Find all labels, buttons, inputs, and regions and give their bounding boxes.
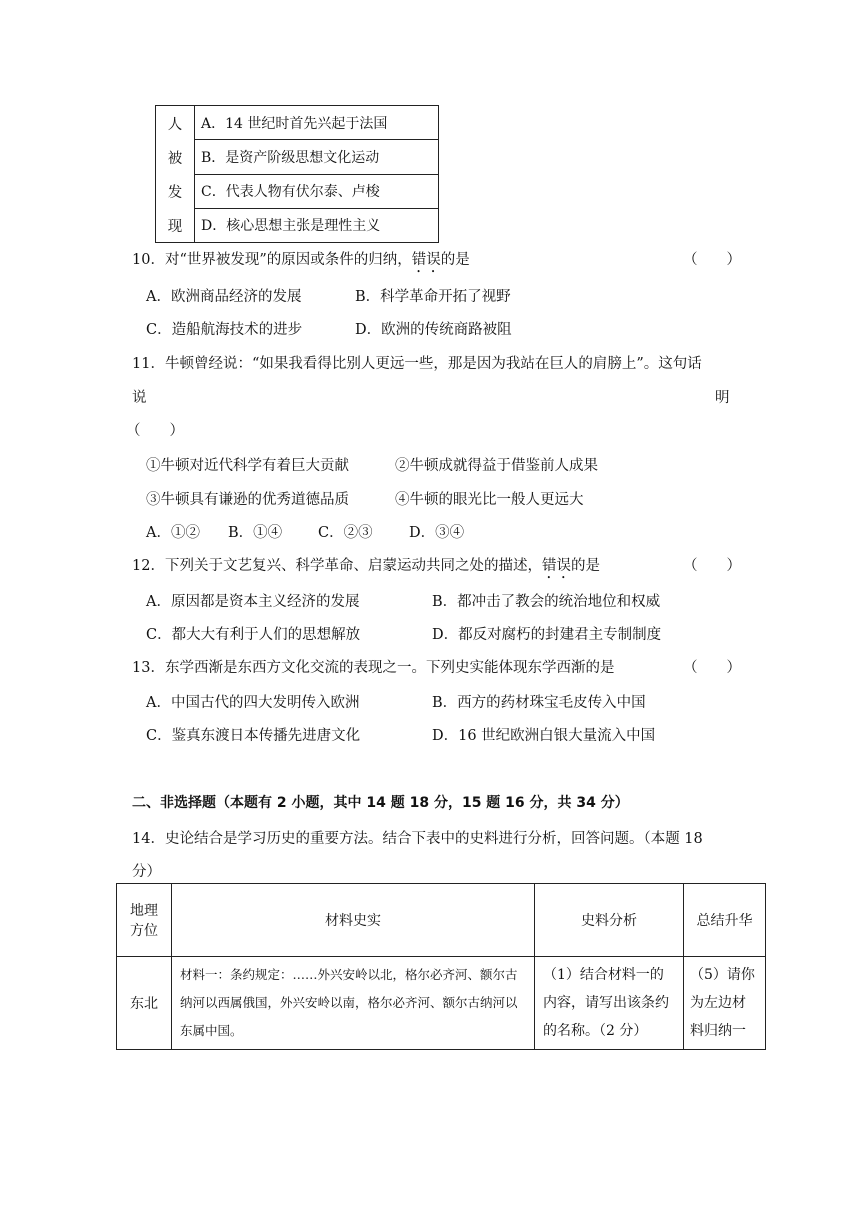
option-cell: C．代表人物有伏尔泰、卢梭 [195,174,439,208]
option-a: A．中国古代的四大发明传入欧洲 [146,695,360,711]
statement-1: ①牛顿对近代科学有着巨大贡献 [146,458,349,474]
option-c: C．都大大有利于人们的思想解放 [146,627,361,643]
q14-stem-cont: 分） [132,864,161,880]
option-a: A．①② [146,525,200,541]
side-char: 人 [167,116,183,133]
header-material: 材料史实 [172,884,535,957]
side-label-cell [156,106,195,243]
q11-stem: 11．牛顿曾经说：“如果我看得比别人更远一些，那是因为我站在巨人的肩膀上”。这句话 [132,356,702,372]
emphasis-text: 错误 [541,558,571,574]
option-cell: A．14 世纪时首先兴起于法国 [195,106,439,140]
option-a: A．欧洲商品经济的发展 [146,289,302,305]
statement-4: ④牛顿的眼光比一般人更远大 [395,492,584,508]
analysis-cell: （1）结合材料一的内容，请写出该条约的名称。（2 分） [535,957,684,1050]
option-cell: B．是资产阶级思想文化运动 [195,140,439,174]
option-b: B．①④ [228,525,283,541]
section-title: 二、非选择题（本题有 2 小题，其中 14 题 18 分，15 题 16 分，共 34 分） [132,795,629,811]
option-b: B．西方的药材珠宝毛皮传入中国 [432,695,646,711]
material-cell: 材料一：条约规定：……外兴安岭以北，格尔必齐河、额尔古纳河以西属俄国，外兴安岭以南，格尔必齐河、额尔古纳河以东属中国。 [172,957,535,1050]
statement-3: ③牛顿具有谦逊的优秀道德品质 [146,492,349,508]
option-b: B．都冲击了教会的统治地位和权威 [432,594,661,610]
option-d: D．16 世纪欧洲白银大量流入中国 [432,728,656,744]
answer-paren: （ ） [683,660,741,676]
option-d: D．③④ [409,525,465,541]
option-c: C．鉴真东渡日本传播先进唐文化 [146,728,361,744]
top-option-table [155,105,439,243]
option-b: B．科学革命开拓了视野 [355,289,511,305]
header-geo: 地理 方位 [117,884,172,957]
option-a: A．原因都是资本主义经济的发展 [146,594,360,610]
q13-stem: 13．东学西渐是东西方文化交流的表现之一。下列史实能体现东学西渐的是 [132,660,615,676]
header-summary: 总结升华 [684,884,766,957]
q12-stem: 12．下列关于文艺复兴、科学革命、启蒙运动共同之处的描述，错误的是 [132,558,600,574]
answer-paren: （ ） [683,558,741,574]
emphasis-text: 错误 [411,252,441,268]
side-char: 被 [167,150,183,167]
statement-2: ②牛顿成就得益于借鉴前人成果 [395,458,598,474]
header-analysis: 史料分析 [535,884,684,957]
q14-stem: 14．史论结合是学习历史的重要方法。结合下表中的史料进行分析，回答问题。（本题 18 [132,831,703,847]
answer-paren: （ ） [126,423,184,439]
option-d: D．欧洲的传统商路被阻 [355,322,512,338]
geo-cell: 东北 [117,957,172,1050]
q11-stem-cont-right: 明 [715,390,730,406]
q11-stem-cont: 说 [132,390,147,406]
summary-cell: （5）请你为左边材料归纳一 [684,957,766,1050]
answer-paren: （ ） [683,252,741,268]
option-cell: D．核心思想主张是理性主义 [195,208,439,242]
option-c: C．②③ [318,525,373,541]
side-char: 现 [167,218,183,235]
option-c: C．造船航海技术的进步 [146,322,303,338]
option-d: D．都反对腐朽的封建君主专制制度 [432,627,662,643]
q10-stem: 10．对“世界被发现”的原因或条件的归纳，错误的是 [132,252,470,268]
history-material-table [116,883,766,1050]
side-char: 发 [167,184,183,201]
